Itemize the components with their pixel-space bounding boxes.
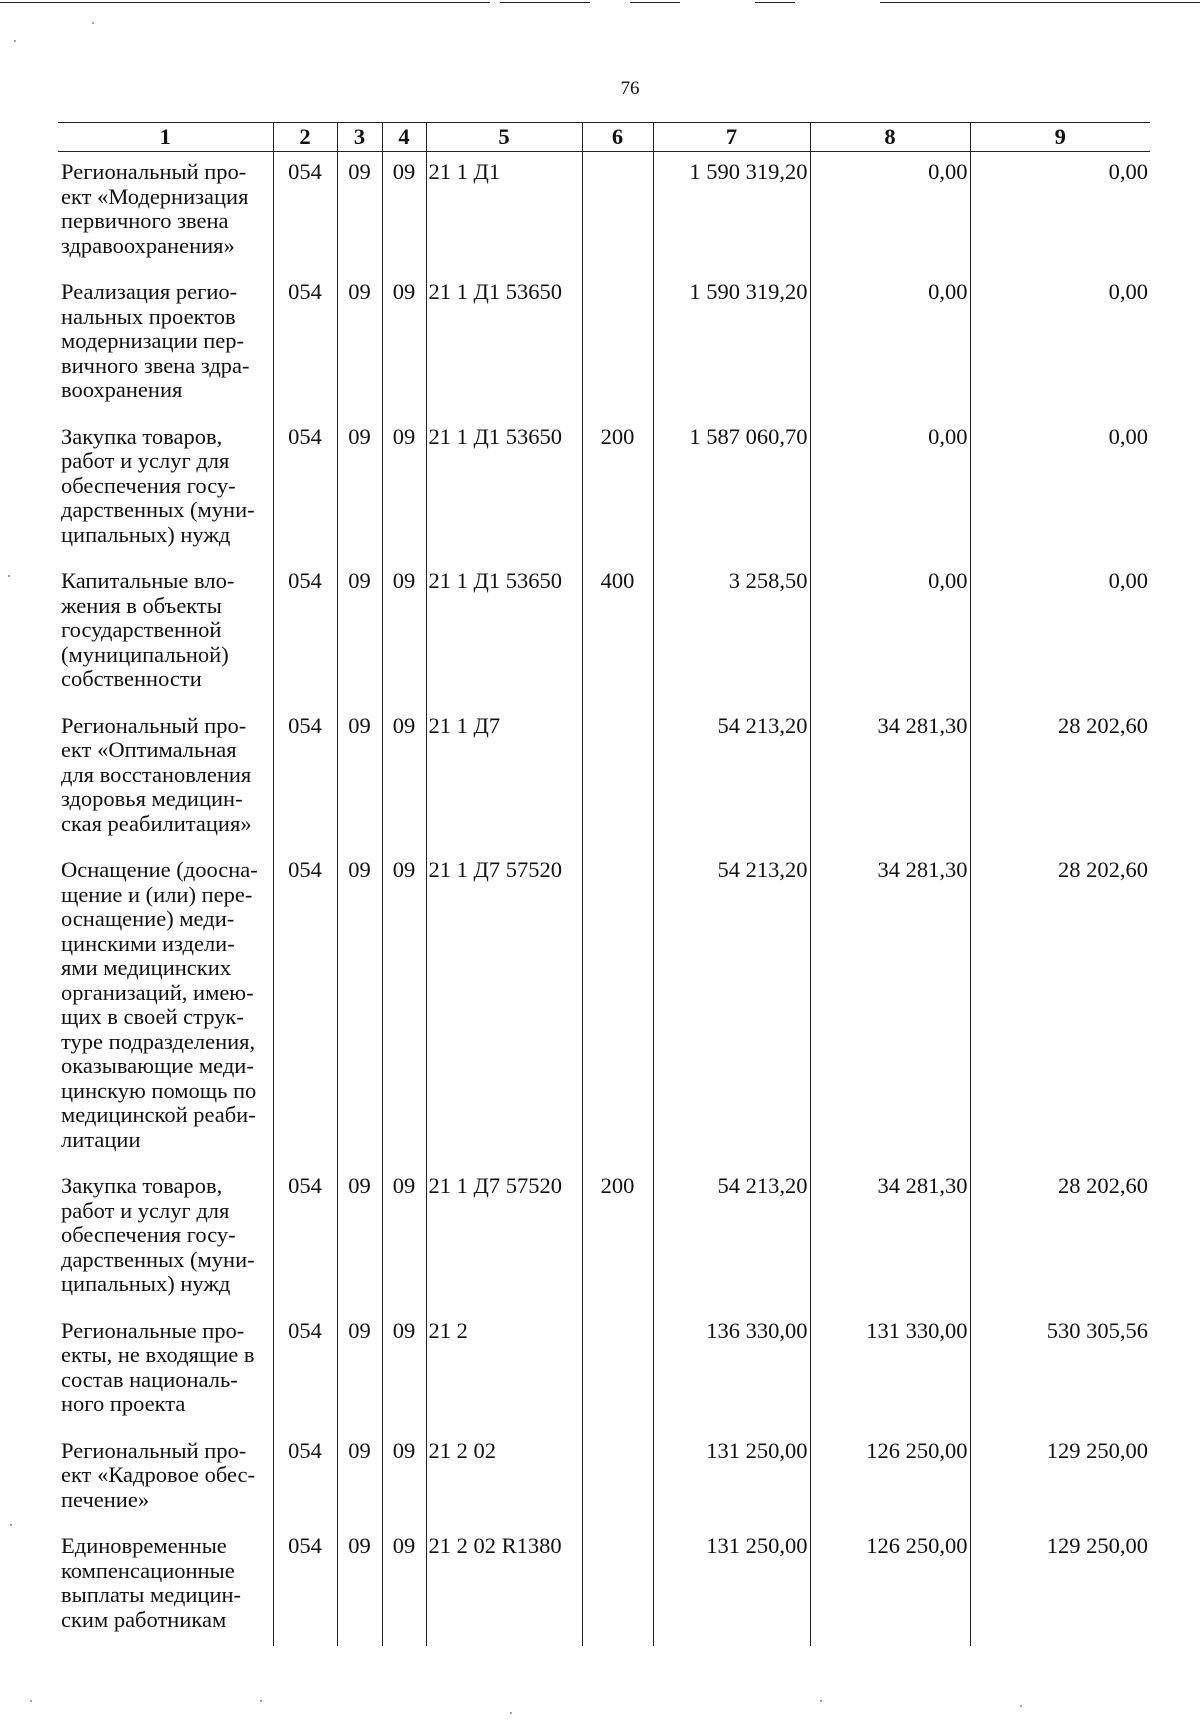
scan-speck bbox=[510, 1712, 512, 1714]
cell-col-6: 200 bbox=[582, 1166, 653, 1311]
cell-col-3: 09 bbox=[337, 152, 382, 273]
cell-col-8: 34 281,30 bbox=[810, 1166, 970, 1311]
row-name: Закупка товаров, работ и услуг для обеспечения госу- дарственных (муни- ципальных) нужд bbox=[58, 417, 273, 562]
cell-col-3: 09 bbox=[337, 706, 382, 851]
cell-col-2: 054 bbox=[273, 272, 337, 417]
cell-col-5: 21 1 Д1 53650 bbox=[426, 272, 582, 417]
cell-col-2: 054 bbox=[273, 706, 337, 851]
cell-col-7: 1 590 319,20 bbox=[653, 272, 810, 417]
cell-col-8: 0,00 bbox=[810, 152, 970, 273]
table-row bbox=[58, 1311, 1150, 1431]
scan-edge-line bbox=[630, 2, 680, 3]
cell-col-3: 09 bbox=[337, 1311, 382, 1431]
cell-col-7: 131 250,00 bbox=[653, 1431, 810, 1527]
table-row bbox=[58, 1526, 1150, 1646]
cell-col-3: 09 bbox=[337, 417, 382, 562]
cell-col-6 bbox=[582, 152, 653, 273]
cell-col-6 bbox=[582, 706, 653, 851]
cell-col-7: 1 590 319,20 bbox=[653, 152, 810, 273]
cell-col-9: 28 202,60 bbox=[970, 850, 1150, 1166]
cell-col-9: 0,00 bbox=[970, 272, 1150, 417]
row-name: Единовременные компенсационные выплаты медицин- ским работникам bbox=[58, 1526, 273, 1646]
cell-col-7: 54 213,20 bbox=[653, 850, 810, 1166]
cell-col-7: 3 258,50 bbox=[653, 561, 810, 706]
cell-col-8: 131 330,00 bbox=[810, 1311, 970, 1431]
cell-col-2: 054 bbox=[273, 152, 337, 273]
column-header-7: 7 bbox=[653, 123, 810, 152]
row-name: Капитальные вло- жения в объекты государственной (муниципальной) собственности bbox=[58, 561, 273, 706]
cell-col-6: 200 bbox=[582, 417, 653, 562]
cell-col-3: 09 bbox=[337, 561, 382, 706]
column-header-6: 6 bbox=[582, 123, 653, 152]
cell-col-2: 054 bbox=[273, 1526, 337, 1646]
cell-col-6: 400 bbox=[582, 561, 653, 706]
cell-col-9: 129 250,00 bbox=[970, 1526, 1150, 1646]
cell-col-3: 09 bbox=[337, 1526, 382, 1646]
table-row bbox=[58, 272, 1150, 417]
cell-col-2: 054 bbox=[273, 1311, 337, 1431]
cell-col-6 bbox=[582, 1311, 653, 1431]
cell-col-9: 129 250,00 bbox=[970, 1431, 1150, 1527]
column-header-1: 1 bbox=[58, 123, 273, 152]
scan-speck bbox=[10, 1524, 12, 1526]
row-name: Региональный про- ект «Модернизация первичного звена здравоохранения» bbox=[58, 152, 273, 273]
column-header-4: 4 bbox=[382, 123, 426, 152]
cell-col-3: 09 bbox=[337, 272, 382, 417]
cell-col-6 bbox=[582, 850, 653, 1166]
column-header-9: 9 bbox=[970, 123, 1150, 152]
cell-col-2: 054 bbox=[273, 850, 337, 1166]
row-name: Оснащение (доосна- щение и (или) пере- оснащение) меди- цинскими издели- ями медицинских организаций, имею- щих в своей струк- туре подразделения, оказывающие меди- цинскую помощь по медицинской реаби- литации bbox=[58, 850, 273, 1166]
cell-col-5: 21 1 Д7 57520 bbox=[426, 1166, 582, 1311]
cell-col-5: 21 1 Д1 bbox=[426, 152, 582, 273]
cell-col-8: 0,00 bbox=[810, 561, 970, 706]
page-number: 76 bbox=[620, 78, 640, 99]
scan-speck bbox=[92, 22, 94, 24]
column-header-2: 2 bbox=[273, 123, 337, 152]
cell-col-9: 28 202,60 bbox=[970, 706, 1150, 851]
table-row bbox=[58, 417, 1150, 562]
cell-col-2: 054 bbox=[273, 561, 337, 706]
table-row bbox=[58, 1166, 1150, 1311]
cell-col-8: 126 250,00 bbox=[810, 1431, 970, 1527]
scan-speck bbox=[820, 1700, 822, 1702]
cell-col-4: 09 bbox=[382, 561, 426, 706]
cell-col-5: 21 2 02 R1380 bbox=[426, 1526, 582, 1646]
cell-col-4: 09 bbox=[382, 1166, 426, 1311]
cell-col-8: 0,00 bbox=[810, 272, 970, 417]
cell-col-7: 54 213,20 bbox=[653, 1166, 810, 1311]
cell-col-7: 1 587 060,70 bbox=[653, 417, 810, 562]
cell-col-5: 21 1 Д7 57520 bbox=[426, 850, 582, 1166]
cell-col-7: 54 213,20 bbox=[653, 706, 810, 851]
scan-speck bbox=[30, 1700, 32, 1702]
cell-col-4: 09 bbox=[382, 1526, 426, 1646]
row-name: Реализация регио- нальных проектов модернизации пер- вичного звена здра- воохранения bbox=[58, 272, 273, 417]
cell-col-2: 054 bbox=[273, 1166, 337, 1311]
table-row bbox=[58, 561, 1150, 706]
cell-col-3: 09 bbox=[337, 1431, 382, 1527]
table-row bbox=[58, 850, 1150, 1166]
cell-col-8: 34 281,30 bbox=[810, 706, 970, 851]
cell-col-7: 136 330,00 bbox=[653, 1311, 810, 1431]
cell-col-4: 09 bbox=[382, 1431, 426, 1527]
scan-speck bbox=[260, 1700, 262, 1702]
table-body bbox=[58, 152, 1150, 1647]
column-header-5: 5 bbox=[426, 123, 582, 152]
cell-col-5: 21 1 Д7 bbox=[426, 706, 582, 851]
cell-col-2: 054 bbox=[273, 1431, 337, 1527]
scan-edge-line bbox=[880, 2, 1200, 3]
scan-speck bbox=[14, 40, 16, 42]
column-header-3: 3 bbox=[337, 123, 382, 152]
budget-table bbox=[58, 122, 1150, 1646]
cell-col-4: 09 bbox=[382, 152, 426, 273]
cell-col-4: 09 bbox=[382, 272, 426, 417]
scan-edge-line bbox=[0, 2, 490, 3]
cell-col-9: 28 202,60 bbox=[970, 1166, 1150, 1311]
cell-col-6 bbox=[582, 1526, 653, 1646]
row-name: Региональный про- ект «Кадровое обес- печение» bbox=[58, 1431, 273, 1527]
cell-col-2: 054 bbox=[273, 417, 337, 562]
cell-col-5: 21 1 Д1 53650 bbox=[426, 561, 582, 706]
cell-col-4: 09 bbox=[382, 417, 426, 562]
cell-col-6 bbox=[582, 1431, 653, 1527]
scan-speck bbox=[8, 575, 10, 577]
cell-col-9: 0,00 bbox=[970, 152, 1150, 273]
cell-col-6 bbox=[582, 272, 653, 417]
row-name: Закупка товаров, работ и услуг для обеспечения госу- дарственных (муни- ципальных) нужд bbox=[58, 1166, 273, 1311]
table-header-row bbox=[58, 123, 1150, 152]
cell-col-5: 21 1 Д1 53650 bbox=[426, 417, 582, 562]
row-name: Региональный про- ект «Оптимальная для восстановления здоровья медицин- ская реабилитация» bbox=[58, 706, 273, 851]
cell-col-5: 21 2 bbox=[426, 1311, 582, 1431]
cell-col-9: 0,00 bbox=[970, 561, 1150, 706]
cell-col-7: 131 250,00 bbox=[653, 1526, 810, 1646]
cell-col-4: 09 bbox=[382, 1311, 426, 1431]
cell-col-9: 530 305,56 bbox=[970, 1311, 1150, 1431]
row-name: Региональные про- екты, не входящие в состав националь- ного проекта bbox=[58, 1311, 273, 1431]
cell-col-5: 21 2 02 bbox=[426, 1431, 582, 1527]
cell-col-8: 126 250,00 bbox=[810, 1526, 970, 1646]
cell-col-8: 34 281,30 bbox=[810, 850, 970, 1166]
cell-col-4: 09 bbox=[382, 850, 426, 1166]
column-header-8: 8 bbox=[810, 123, 970, 152]
table-row bbox=[58, 152, 1150, 273]
scan-edge-line bbox=[755, 2, 795, 3]
cell-col-8: 0,00 bbox=[810, 417, 970, 562]
cell-col-3: 09 bbox=[337, 850, 382, 1166]
table-row bbox=[58, 1431, 1150, 1527]
scan-edge-line bbox=[500, 2, 590, 3]
cell-col-4: 09 bbox=[382, 706, 426, 851]
table-row bbox=[58, 706, 1150, 851]
cell-col-9: 0,00 bbox=[970, 417, 1150, 562]
cell-col-3: 09 bbox=[337, 1166, 382, 1311]
scan-speck bbox=[1020, 1705, 1022, 1707]
